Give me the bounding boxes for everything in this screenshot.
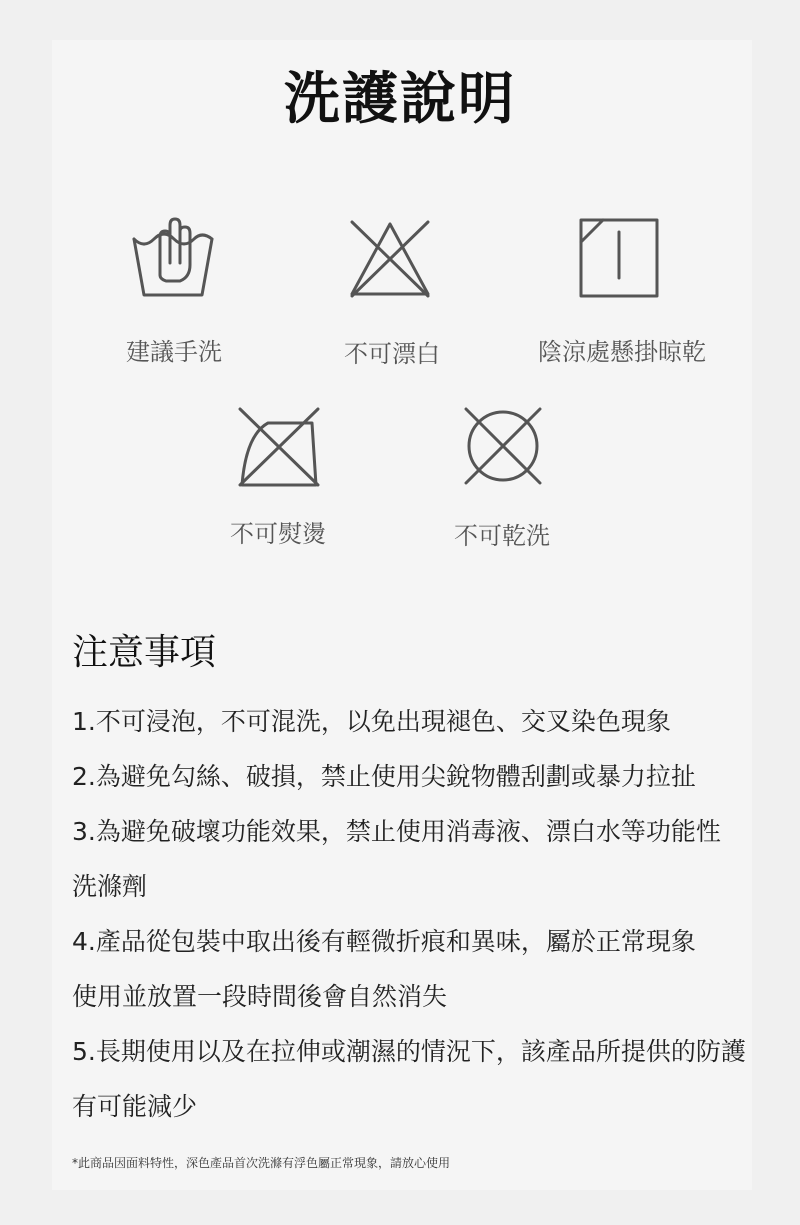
note-line: 2.為避免勾絲、破損，禁止使用尖銳物體刮劃或暴力拉扯 (72, 762, 696, 791)
line-dry-shade-icon (579, 218, 659, 298)
note-line: 洗滌劑 (72, 872, 148, 901)
no-dry-clean-icon (462, 405, 544, 487)
note-line: 1.不可浸泡，不可混洗，以免出現褪色、交叉染色現象 (72, 707, 671, 736)
notes-title: 注意事項 (72, 632, 217, 673)
note-line: 5.長期使用以及在拉伸或潮濕的情況下，該產品所提供的防護 (72, 1037, 746, 1066)
note-line: 3.為避免破壞功能效果，禁止使用消毒液、漂白水等功能性 (72, 817, 721, 846)
no-bleach-icon (348, 218, 432, 300)
page-title: 洗護說明 (284, 67, 516, 132)
note-line: 有可能減少 (72, 1092, 198, 1121)
icon-label: 不可乾洗 (454, 522, 550, 550)
icon-label: 不可熨燙 (230, 520, 326, 548)
note-line: 4.產品從包裝中取出後有輕微折痕和異味，屬於正常現象 (72, 927, 696, 956)
footnote: *此商品因面料特性，深色產品首次洗滌有浮色屬正常現象，請放心使用 (72, 1156, 451, 1170)
icon-label: 不可漂白 (344, 340, 440, 368)
icon-label: 陰涼處懸掛晾乾 (538, 338, 706, 366)
no-iron-icon (238, 405, 322, 489)
icon-label: 建議手洗 (126, 338, 222, 366)
content-card (52, 40, 752, 1190)
hand-wash-icon (130, 215, 216, 301)
note-line: 使用並放置一段時間後會自然消失 (72, 982, 448, 1011)
